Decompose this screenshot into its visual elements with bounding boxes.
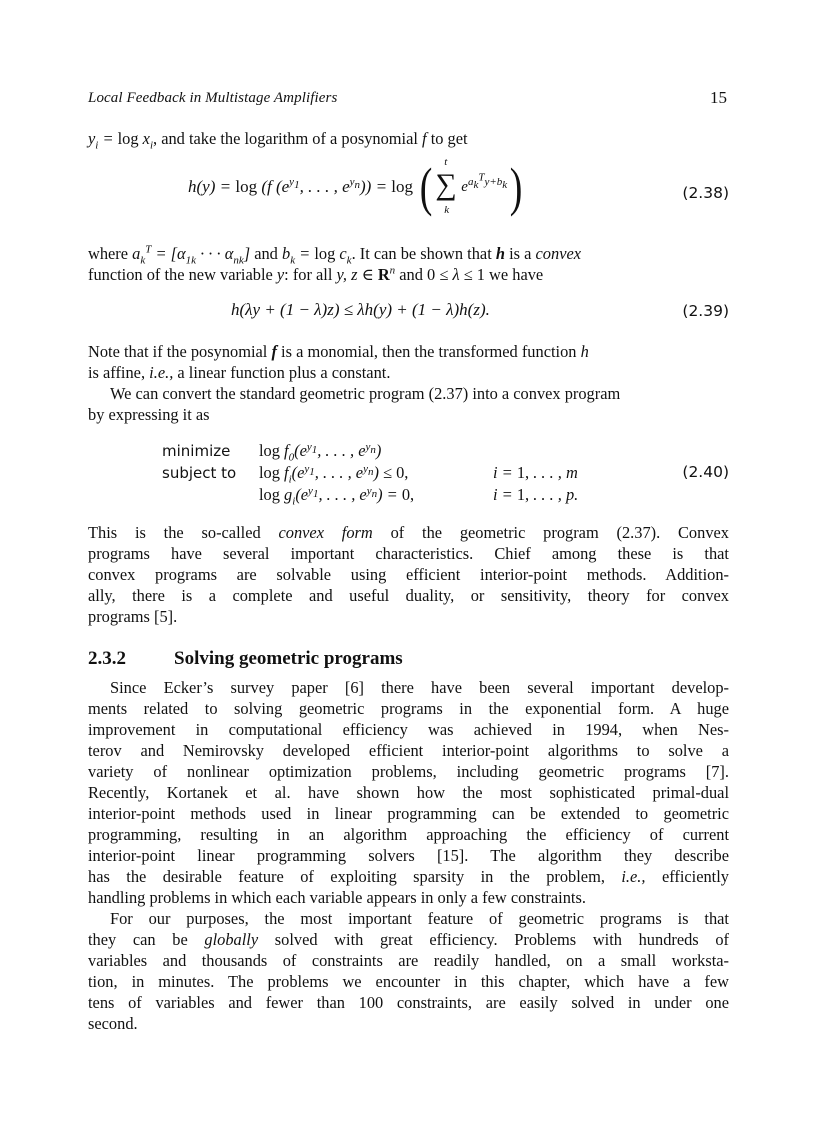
inline-math: $a_k^T = [\alpha_{1k}$ · · · $\alpha_{nk}$] <box>132 243 251 267</box>
equality-constraint: $\log g_i(e^{y_1}$, . . . , $e^{y_n}) = 0$, <box>259 484 415 508</box>
inline-math: $y_i = \log x_i$ <box>88 129 153 152</box>
text-run: function of the new variable <box>88 265 273 284</box>
paragraph-line <box>88 866 729 887</box>
right-paren: ) <box>509 157 523 217</box>
subject-to-keyword: subject to <box>162 464 237 482</box>
paragraph-line: terov and Nemirovsky developed efficient interior-point algorithms to solve a <box>88 741 729 760</box>
paragraph-line: programs have several important characteristics. Chief among these is that <box>88 544 729 563</box>
section-number: 2.3.2 <box>88 648 126 669</box>
text-run: Note that if the posynomial <box>88 342 268 361</box>
text-run: solved with great efficiency. Problems with hundreds of <box>274 930 729 949</box>
paragraph-line <box>88 522 729 543</box>
text-run: This is the so-called <box>88 523 261 542</box>
page <box>88 0 729 1123</box>
inequality-constraint: $\log f_i(e^{y_1}$, . . . , $e^{y_n}) \le 0$, <box>259 462 409 486</box>
section-heading <box>88 648 403 670</box>
text-run: is a <box>509 244 532 263</box>
text-run: and <box>399 265 423 284</box>
summation: t ∑ k <box>435 156 457 216</box>
paragraph-line: interior-point linear programming solvers [15]. The algorithm they describe <box>88 846 729 865</box>
text-run: : for all <box>284 265 333 284</box>
paragraph-line: programs [5]. <box>88 607 178 626</box>
paragraph-line: variables and thousands of constraints are readily handled, on a small worksta- <box>88 951 729 970</box>
text-run: globally <box>204 930 259 949</box>
text-run: convex <box>535 244 582 263</box>
equation-2-40 <box>88 441 729 507</box>
inline-math: h <box>580 342 589 361</box>
text-run: i.e., <box>621 867 646 886</box>
text-run: a linear function plus a constant. <box>177 363 391 382</box>
inline-math: f <box>271 342 277 361</box>
text-run: i.e., <box>149 363 174 382</box>
paragraph-line: programming, resulting in an algorithm approaching the efficiency of current <box>88 825 729 844</box>
objective-expression: $\log f_0(e^{y_1}$, . . . , $e^{y_n}$) <box>259 440 382 464</box>
paragraph-line <box>88 243 729 267</box>
text-run: , and take the logarithm of a posynomial <box>153 129 418 148</box>
paragraph-line <box>88 929 729 950</box>
text-run: convex form <box>278 523 373 542</box>
equation-number: (2.39) <box>682 302 729 320</box>
paragraph-line <box>88 264 729 285</box>
text-run: where <box>88 244 129 263</box>
running-head <box>88 88 729 112</box>
inline-math: $b_k = \log c_k$ <box>281 244 352 267</box>
paragraph-line <box>88 128 729 152</box>
text-run: is a monomial, then the transformed function <box>281 342 577 361</box>
paragraph-line <box>88 362 729 383</box>
page-number: 15 <box>710 88 727 107</box>
paragraph-line: We can convert the standard geometric program (2.37) into a convex program <box>110 384 621 403</box>
paragraph-line: second. <box>88 1014 138 1033</box>
text-run: we have <box>489 265 544 284</box>
paragraph-line: convex programs are solvable using efficient interior-point methods. Addition- <box>88 565 729 584</box>
inline-math: h <box>495 244 505 263</box>
text-run: is affine, <box>88 363 146 382</box>
equation-body: h(λy + (1 − λ)z) ≤ λh(y) + (1 − λ)h(z). <box>231 300 490 319</box>
text-run: efficiently <box>661 867 729 886</box>
inline-math: 0 ≤ λ ≤ 1 <box>427 265 485 284</box>
equation-body: h(y) = log (f ($e^{y_1}$, . . . , $e^{y_n})) = \log$ ( t ∑ k $e^{a_k^Ty+b_k}$) <box>188 156 523 217</box>
text-run: to get <box>430 129 468 148</box>
constraint-index: i = 1, . . . , m <box>493 463 578 482</box>
running-head-title: Local Feedback in Multistage Amplifiers <box>88 90 338 106</box>
equation-2-39 <box>88 300 729 324</box>
minimize-keyword: minimize <box>162 442 231 460</box>
paragraph-line: ally, there is a complete and useful duality, or sensitivity, theory for convex <box>88 586 729 605</box>
paragraph-line: by expressing it as <box>88 405 210 424</box>
paragraph-line: ments related to solving geometric programs in the exponential form. A huge <box>88 699 729 718</box>
paragraph-line: improvement in computational efficiency was achieved in 1994, when Nes- <box>88 720 729 739</box>
paragraph-line <box>88 341 729 362</box>
text-run: and <box>254 244 278 263</box>
text-run: has the desirable feature of exploiting sparsity in the problem, <box>88 867 605 886</box>
inline-math: y, z ∈ $R^n$ <box>336 264 396 284</box>
paragraph-line: For our purposes, the most important feature of geometric programs is that <box>110 909 729 928</box>
paragraph-line: interior-point methods used in linear programming can be extended to geometric <box>88 804 729 823</box>
inline-math: f <box>422 129 427 148</box>
text-run: they can be <box>88 930 188 949</box>
paragraph-line: handling problems in which each variable appears in only a few constraints. <box>88 888 586 907</box>
text-run: . It can be shown that <box>351 244 492 263</box>
paragraph-line: variety of nonlinear optimization problems, including geometric programs [7]. <box>88 762 729 781</box>
left-paren: ( <box>419 157 433 217</box>
equation-number: (2.40) <box>682 463 729 481</box>
equation-number: (2.38) <box>682 184 729 202</box>
paragraph-line: tion, in minutes. The problems we encounter in this chapter, which have a few <box>88 972 729 991</box>
equation-2-38 <box>88 156 729 230</box>
section-title: Solving geometric programs <box>174 648 403 669</box>
text-run: of the geometric program (2.37). Convex <box>390 523 729 542</box>
constraint-index: i = 1, . . . , p. <box>493 485 579 504</box>
paragraph-line: tens of variables and fewer than 100 constraints, are easily solved in under one <box>88 993 729 1012</box>
paragraph-line: Recently, Kortanek et al. have shown how the most sophisticated primal-dual <box>88 783 729 802</box>
paragraph-line: Since Ecker’s survey paper [6] there have been several important develop- <box>110 678 729 697</box>
inline-math: y <box>276 265 285 284</box>
